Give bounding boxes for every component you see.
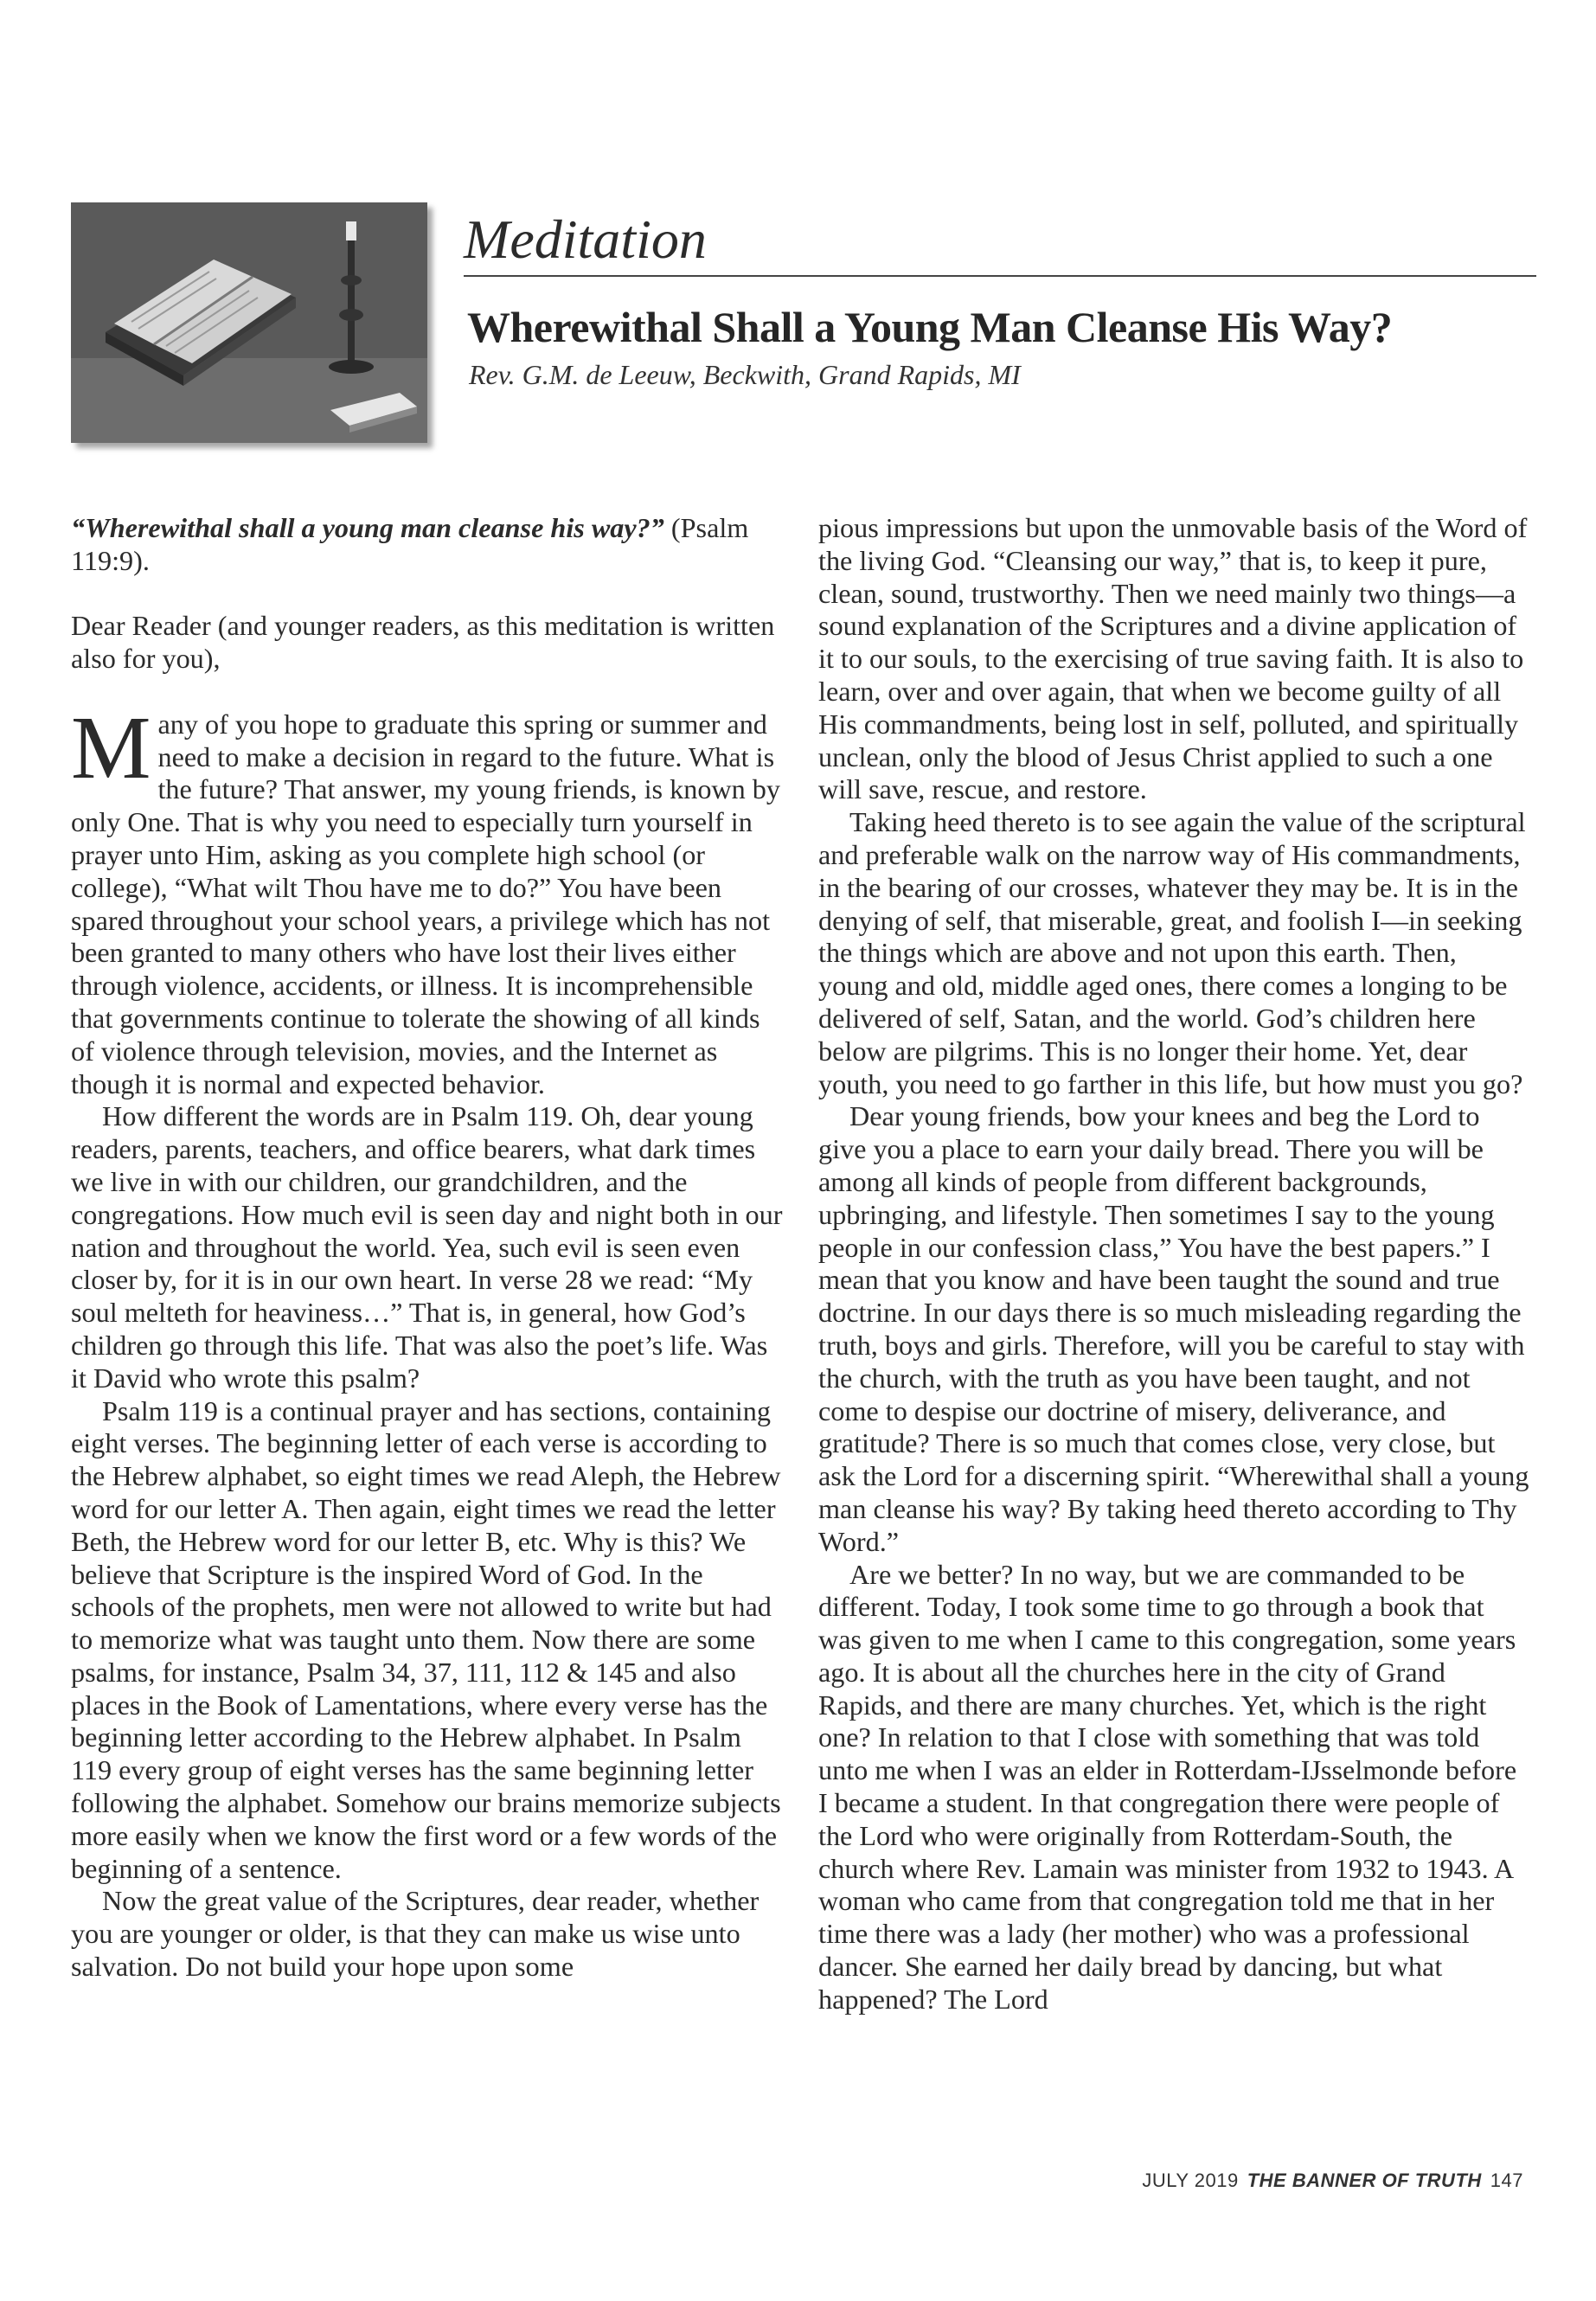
quote-citation: (Psalm 119:9). — [71, 512, 749, 576]
page-number: 147 — [1490, 2170, 1523, 2191]
right-column — [818, 512, 1531, 2016]
drop-cap: M — [71, 697, 151, 798]
salutation: Dear Reader (and younger readers, as this meditation is written also for you), — [71, 610, 775, 675]
article-byline: Rev. G.M. de Leeuw, Beckwith, Grand Rapids, MI — [469, 359, 1021, 390]
quote-text: “Wherewithal shall a young man cleanse his way?” — [71, 512, 664, 543]
opening-quote — [71, 512, 789, 578]
paragraph: Are we better? In no way, but we are commanded to be different. Today, I took some time to go through a book that was given to me when I came to this congregation, some years ago. It is about all the churches here in the city of Grand Rapids, and there are many churches. Yet, which is the right one? In relation to that I close with something that was told unto me when I was an elder in Rotterdam-IJsselmonde before I became a student. In that congregation there were people of the Lord who were originally from Rotterdam-South, the church where Rev. Lamain was minister from 1932 to 1943. A woman who came from that congregation told me that in her time there was a lady (her mother) who was a professional dancer. She earned her daily bread by dancing, but what happened? The Lord — [818, 1558, 1517, 2015]
bible-illustration — [71, 202, 427, 443]
paragraph: Taking heed thereto is to see again the value of the scriptural and preferable walk on the narrow way of His commandments, in the bearing of our crosses, whatever they may be. It is in the denying of self, that miserable, great, and foolish I—in seeking the things which are above and not upon this earth. Then, young and old, middle aged ones, there comes a longing to be delivered of self, Satan, and the world. God’s children here below are pilgrims. This is no longer their home. Yet, dear youth, you need to go farther in this life, but how must you go? — [818, 806, 1526, 1099]
paragraph: Psalm 119 is a continual prayer and has sections, containing eight verses. The beginning letter of each verse is according to the Hebrew alphabet, so eight times we read Aleph, the Hebrew word for our letter A. Then again, eight times we read the letter Beth, the Hebrew word for our letter B, etc. Why is this? We believe that Scripture is the inspired Word of God. In the schools of the prophets, men were not allowed to write but had to memorize what was taught unto them. Now there are some psalms, for instance, Psalm 34, 37, 111, 112 & 145 and also places in the Book of Lamentations, where every verse has the beginning letter according to the Hebrew alphabet. In Psalm 119 every group of eight verses has the same beginning letter following the alphabet. Somehow our brains memorize subjects more easily when we know the first word or a few words of the beginning of a sentence. — [71, 1394, 781, 1884]
paragraph: Now the great value of the Scriptures, dear reader, whether you are younger or older, is that they can make us wise unto salvation. Do not build your hope upon some — [71, 1885, 760, 1983]
section-heading: Meditation — [464, 204, 1536, 277]
paragraph: Dear young friends, bow your knees and beg the Lord to give you a place to earn your daily bread. There you will be among all kinds of people from different backgrounds, upbringing, and lifestyle. Then sometimes I say to the young people in our confession class,” You have the best papers.” I mean that you know and have been taught the sound and true doctrine. In our days there is so much misleading regarding the truth, boys and girls. Therefore, will you be careful to stay with the church, with the truth as you have been taught, and not come to despise our doctrine of misery, deliverance, and gratitude? There is so much that comes close, very close, but ask the Lord for a discerning spirit. “Wherewithal shall a young man cleanse his way? By taking heed thereto according to Thy Word.” — [818, 1100, 1529, 1557]
article-title: Wherewithal Shall a Young Man Cleanse His Way? — [467, 303, 1393, 351]
paragraph-text: any of you hope to graduate this spring or summer and need to make a decision in regard to the future. What is the future? That answer, my young friends, is known by only One. That is why you need to especially turn yourself in prayer unto Him, asking as you complete high school (or college), “What wilt Thou have me to do?” You have been spared throughout your school years, a privilege which has not been granted to many others who have lost their lives either through violence, accidents, or illness. It is incomprehensible that governments continue to tolerate the showing of all kinds of violence through television, movies, and the Internet as though it is normal and expected behavior. — [71, 708, 780, 1099]
publication-name: THE BANNER OF TRUTH — [1247, 2170, 1482, 2191]
left-column — [71, 512, 789, 1984]
paragraph — [71, 697, 789, 1101]
paragraph: pious impressions but upon the unmovable basis of the Word of the living God. “Cleansing our way,” that is, to keep it pure, clean, sound, trustworthy. Then we need mainly two things—a sound explanation of the Scriptures and a divine application of it to our souls, to the exercising of true saving faith. It is also to learn, over and over again, that when we become guilty of all His commandments, being lost in self, polluted, and spiritually unclean, only the blood of Jesus Christ applied to such a one will save, rescue, and restore. — [818, 512, 1528, 805]
paragraph: How different the words are in Psalm 119. Oh, dear young readers, parents, teachers, and office bearers, what dark times we live in with our children, our grandchildren, and the congregations. How much evil is seen day and night both in our nation and throughout the world. Yea, such evil is seen even closer by, for it is in our own heart. In verse 28 we read: “My soul melteth for heaviness…” That is, in general, how God’s children go through this life. That was also the poet’s life. Was it David who wrote this psalm? — [71, 1100, 783, 1394]
issue-date: JULY 2019 — [1142, 2170, 1239, 2191]
page-footer — [1142, 2170, 1523, 2192]
